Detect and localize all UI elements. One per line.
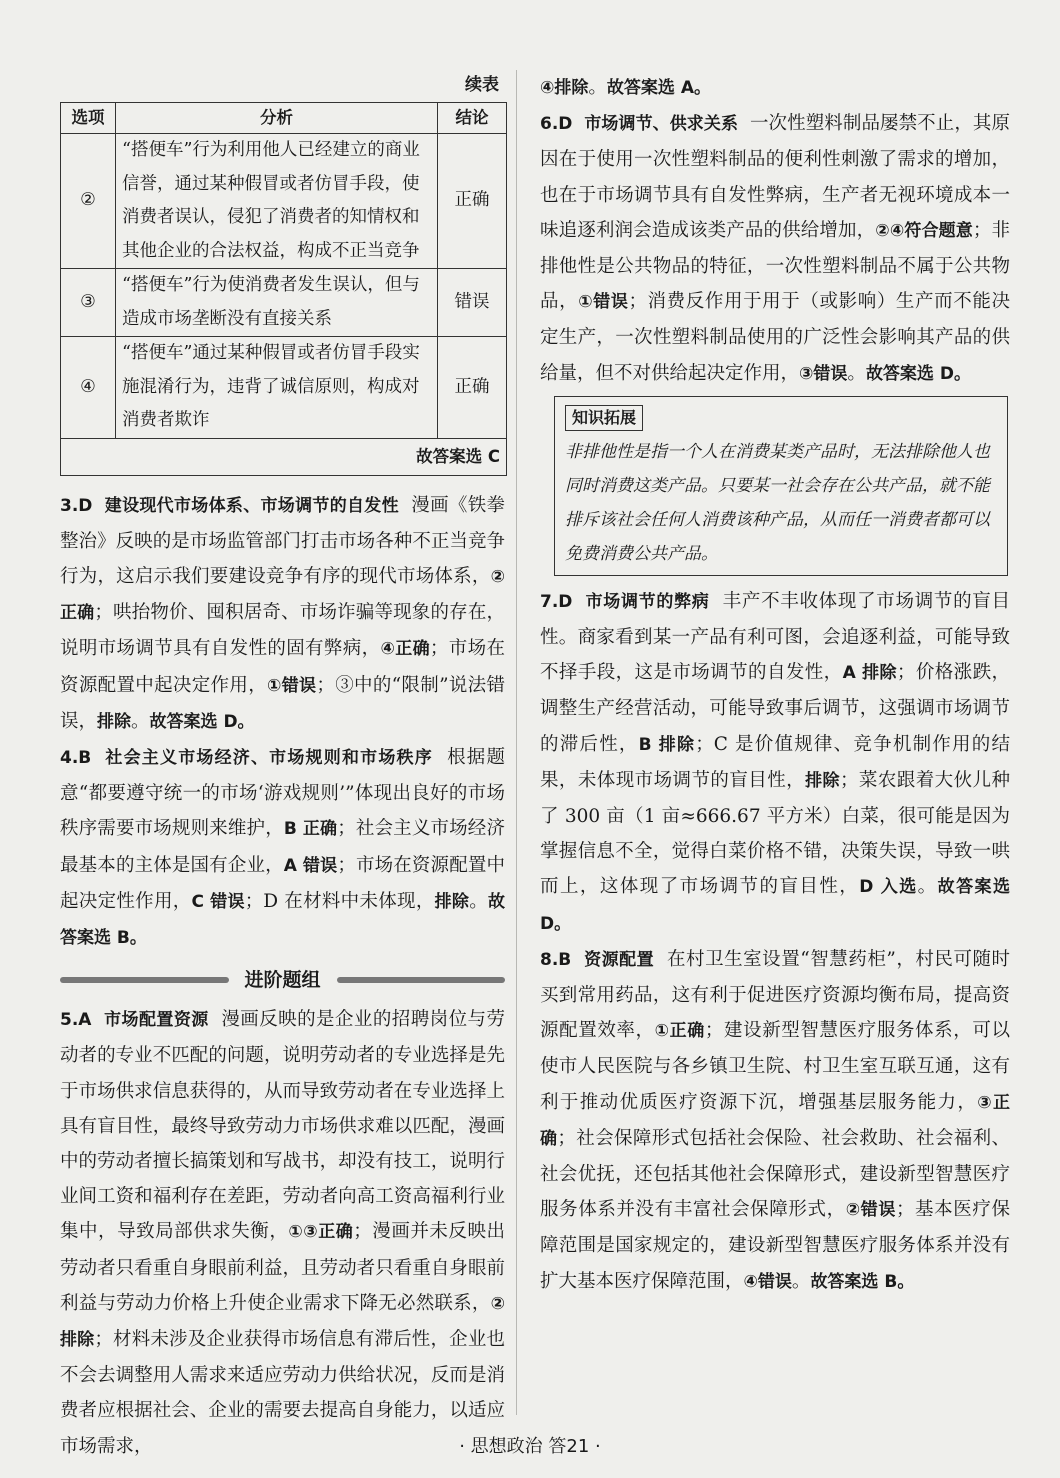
item-keyword: ①正确	[654, 1021, 705, 1042]
item-text: 。	[469, 890, 488, 912]
item-keyword: ②正确	[60, 566, 505, 624]
item-text: ；漫画并未反映出劳动者只看重自身眼前利益，且劳动者只看重自身眼前利益与劳动力价格上升使企业需求下降无必然联系，	[60, 1221, 505, 1314]
header-conclusion: 结论	[438, 103, 507, 134]
item-topic: 社会主义市场经济、市场规则和市场秩序	[105, 747, 433, 768]
answer-item-3	[60, 488, 505, 740]
item-keyword: ③正确	[540, 1092, 1010, 1149]
item-answer: 故答案选 D。	[149, 711, 255, 732]
item-keyword: ②排除	[60, 1293, 505, 1350]
item-text: 漫画反映的是企业的招聘岗位与劳动者的专业不匹配的问题，说明劳动者的专业选择是先于市场供求信息获得的，从而导致劳动者在专业选择上具有盲目性，最终导致劳动力市场供求难以匹配，漫画中的劳动者擅长搞策划和写战书，却没有技工，说明行业间工资和福利存在差距，劳动者向高工资高福利行业集中，导致局部供求失衡，	[60, 1009, 505, 1243]
table-answer: 故答案选 C	[61, 438, 507, 475]
table-row	[61, 337, 507, 439]
section-title: 进阶题组	[244, 968, 321, 991]
item-keyword: ④正确	[380, 639, 430, 660]
item-keyword: 排除	[434, 891, 470, 912]
row-analysis: “搭便车”行为利用他人已经建立的商业信誉，通过某种假冒或者仿冒手段，使消费者误认，侵犯了消费者的知情权和其他企业的合法权益，构成不正当竞争	[116, 134, 438, 269]
item-answer: 故答案选 D。	[865, 363, 971, 384]
item-text: 。	[917, 876, 938, 898]
row-conclusion: 正确	[438, 337, 507, 439]
item-keyword: 排除	[805, 770, 840, 791]
item-text: 。	[588, 77, 607, 98]
section-bar-left	[60, 977, 229, 983]
item-text: ；价格涨跌，调整生产经营活动，可能导致事后调节，这强调市场调节的滞后性，	[540, 662, 1010, 755]
item-text: 丰产不丰收体现了市场调节的盲目性。商家看到某一产品有利可图，会追逐利益，可能导致不择手段，这是市场调节的自发性，	[540, 590, 1010, 684]
row-conclusion: 正确	[438, 134, 507, 269]
item-keyword: ①错误	[267, 675, 317, 696]
answer-item-4	[60, 740, 505, 956]
item-text: ；菜农跟着大伙儿种了 300 亩（1 亩≈666.67 平方米）白菜，很可能是因为掌握信息不全，觉得白菜价格不错，决策失误，导致一哄而上，这体现了市场调节的盲目性，	[540, 769, 1010, 898]
row-conclusion: 错误	[438, 269, 507, 337]
item-answer: 故答案选 B。	[60, 891, 505, 948]
row-option: ③	[61, 269, 116, 337]
knowledge-text: 非排他性是指一个人在消费某类产品时，无法排除他人也同时消费这类产品。只要某一社会存在公共产品，就不能排斥该社会任何人消费该种产品，从而任一消费者都可以免费消费公共产品。	[565, 441, 990, 564]
item-keyword: D 入选	[859, 877, 918, 898]
item-keyword: ④错误	[743, 1271, 792, 1292]
item-keyword: ③错误	[799, 363, 848, 384]
item-text: 在村卫生室设置“智慧药柜”，村民可随时买到常用药品，这有利于促进医疗资源均衡布局，提高资源配置效率，	[540, 948, 1011, 1042]
section-bar-right	[337, 977, 506, 983]
item-text: 。	[131, 710, 150, 732]
knowledge-box	[554, 396, 1008, 576]
item-keyword: B 正确	[283, 819, 338, 840]
table-footer-row	[61, 438, 507, 475]
item-text: 。	[791, 1270, 811, 1292]
answer-item-6	[540, 106, 1010, 392]
item-topic: 市场调节的弊病	[585, 591, 710, 612]
item-number: 5.A	[60, 1010, 92, 1031]
item-number: 7.D	[540, 591, 573, 612]
row-option: ④	[61, 337, 116, 439]
right-column	[540, 70, 1010, 1300]
item-keyword: ④排除	[540, 78, 589, 98]
item-answer: 故答案选 A。	[606, 78, 711, 98]
item-number: 6.D	[540, 114, 573, 135]
item-keyword: ①③正确	[288, 1222, 354, 1243]
analysis-table	[60, 102, 507, 476]
item-topic: 建设现代市场体系、市场调节的自发性	[104, 495, 399, 516]
item-answer: 故答案选 D。	[540, 877, 1011, 934]
page-footer: · 思想政治 答21 ·	[459, 1436, 601, 1457]
item-keyword: A 错误	[283, 855, 338, 876]
item-text: ；③中的“限制”说法错误，	[60, 674, 505, 732]
item-text: ；D 在材料中未体现，	[244, 890, 435, 912]
knowledge-title: 知识拓展	[565, 405, 643, 431]
item-keyword: ②④符合题意	[875, 220, 973, 241]
row-analysis: “搭便车”通过某种假冒或者仿冒手段实施混淆行为，违背了诚信原则，构成对消费者欺诈	[116, 337, 438, 439]
left-column	[60, 0, 505, 1464]
row-option: ②	[61, 134, 116, 269]
item-text: ；消费反作用于用于（或影响）生产而不能决定生产，一次性塑料制品使用的广泛性会影响其产品的供给量，但不对供给起决定作用，	[540, 291, 1010, 384]
table-header-row	[61, 103, 507, 134]
header-option: 选项	[61, 103, 116, 134]
item-keyword: C 错误	[191, 891, 245, 912]
continued-label: 续表	[465, 75, 499, 95]
item-text: 根据题意“都要遵守统一的市场‘游戏规则’”体现出良好的市场秩序需要市场规则来维护，	[60, 746, 505, 840]
item-keyword: 排除	[97, 711, 132, 732]
item-text: ；基本医疗保障范围是国家规定的，建设新型智慧医疗服务体系并没有扩大基本医疗保障范围，	[540, 1199, 1010, 1292]
item-topic: 资源配置	[584, 949, 655, 970]
answer-item-5	[60, 1002, 505, 1464]
item-keyword: A 排除	[842, 663, 897, 684]
item-number: 4.B	[60, 747, 92, 768]
table-row	[61, 269, 507, 337]
item-text: 一次性塑料制品屡禁不止，其原因在于使用一次性塑料制品的便利性刺激了需求的增加，也在于市场调节具有自发性弊病，生产者无视环境成本一味追逐利润会造成该类产品的供给增加，	[540, 113, 1010, 241]
item-keyword: B 排除	[638, 734, 696, 755]
item-answer: 故答案选 B。	[810, 1271, 915, 1292]
item-text: ；材料未涉及企业获得市场信息有滞后性，企业也不会去调整用人需求来适应劳动力供给状况，反而是消费者应根据社会、企业的需要去提高自身能力，以适应市场需求，	[60, 1328, 505, 1457]
answer-item-8	[540, 942, 1010, 1300]
item-text: ；社会主义市场经济最基本的主体是国有企业，	[60, 818, 505, 876]
table-row	[61, 134, 507, 269]
item-number: 3.D	[60, 495, 93, 516]
header-analysis: 分析	[116, 103, 438, 134]
column-divider	[516, 70, 517, 1415]
answer-item-5-continued	[540, 70, 1010, 106]
item-text: ；市场在资源配置中起决定作用，	[60, 638, 505, 696]
item-text: ；非排他性是公共物品的特征，一次性塑料制品不属于公共物品，	[540, 219, 1010, 313]
answer-item-7	[540, 584, 1010, 942]
item-text: ；建设新型智慧医疗服务体系，可以使市人民医院与各乡镇卫生院、村卫生室互联互通，这有利于推动优质医疗资源下沉，增强基层服务能力，	[540, 1020, 1010, 1113]
item-keyword: ①错误	[578, 292, 629, 313]
row-analysis: “搭便车”行为使消费者发生误认，但与造成市场垄断没有直接关系	[116, 269, 438, 337]
item-text: ；C 是价值规律、竞争机制作用的结果，未体现市场调节的盲目性，	[540, 733, 1010, 791]
item-text: ；社会保障形式包括社会保险、社会救助、社会福利、社会优抚，还包括其他社会保障形式，建设新型智慧医疗服务体系并没有丰富社会保障形式，	[540, 1127, 1010, 1221]
item-text: 漫画《铁拳整治》反映的是市场监管部门打击市场各种不正当竞争行为，这启示我们要建设竞争有序的现代市场体系，	[60, 494, 506, 587]
item-keyword: ②错误	[845, 1200, 896, 1221]
item-text: ；市场在资源配置中起决定性作用，	[60, 854, 505, 912]
item-topic: 市场调节、供求关系	[584, 114, 739, 135]
item-number: 8.B	[540, 949, 572, 970]
item-text: ；哄抬物价、囤积居奇、市场诈骗等现象的存在，说明市场调节具有自发性的固有弊病，	[60, 602, 505, 660]
section-heading	[60, 960, 505, 1000]
item-topic: 市场配置资源	[104, 1010, 209, 1031]
item-text: 。	[847, 362, 866, 384]
